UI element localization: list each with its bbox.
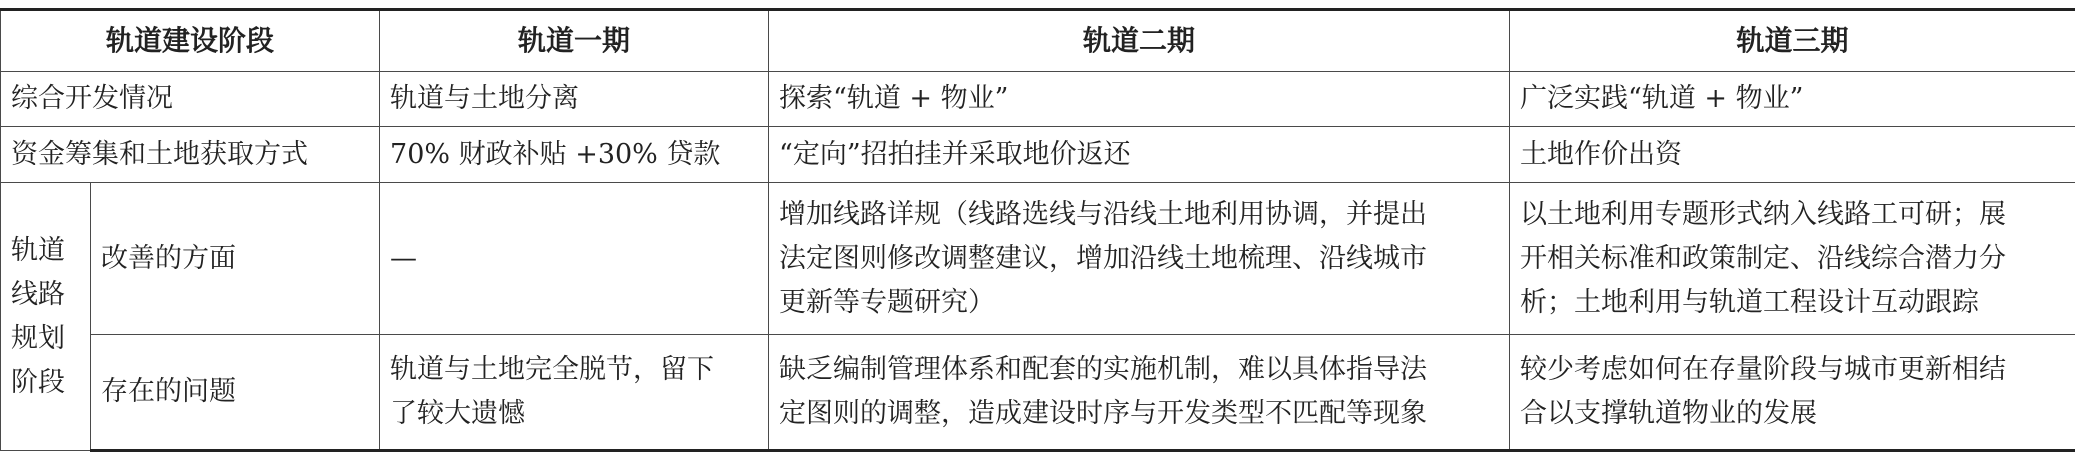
cell-problems-phase-3 [1510, 335, 2075, 451]
row-label-funding: 资金筹集和土地获取方式 [1, 127, 380, 183]
cell-improvements-phase-2 [769, 183, 1510, 335]
cell-line: 开相关标准和政策制定、沿线综合潜力分 [1520, 242, 2007, 274]
cell-funding-phase-3: 土地作价出资 [1510, 127, 2075, 183]
planning-stage-label-line: 阶段 [11, 366, 65, 398]
header-phase-2: 轨道二期 [769, 10, 1510, 72]
header-stage: 轨道建设阶段 [1, 10, 380, 72]
cell-line: 缺乏编制管理体系和配套的实施机制，难以具体指导法 [779, 354, 1428, 385]
header-row [1, 10, 2075, 72]
planning-stage-label-line: 轨道 [11, 234, 65, 266]
cell-line: 析；土地利用与轨道工程设计互动跟踪 [1520, 286, 1980, 318]
cell-line: 合以支撑轨道物业的发展 [1520, 398, 1818, 429]
row-label-development: 综合开发情况 [1, 72, 380, 127]
cell-line: 增加线路详规（线路选线与沿线土地利用协调，并提出 [779, 198, 1428, 230]
cell-funding-phase-1: 70% 财政补贴 +30% 贷款 [380, 127, 769, 183]
header-phase-1: 轨道一期 [380, 10, 769, 72]
planning-stage-label [1, 183, 91, 451]
cell-development-phase-3: 广泛实践“轨道 + 物业” [1510, 72, 2075, 127]
planning-stage-label-line: 规划 [11, 322, 65, 354]
row-label-improvements: 改善的方面 [91, 183, 380, 335]
cell-improvements-phase-1: — [380, 183, 769, 335]
cell-line: 定图则的调整，造成建设时序与开发类型不匹配等现象 [779, 398, 1428, 429]
cell-development-phase-2: 探索“轨道 + 物业” [769, 72, 1510, 127]
table-row [1, 127, 2075, 183]
table-row [1, 183, 2075, 335]
cell-line: 法定图则修改调整建议，增加沿线土地梳理、沿线城市 [779, 242, 1428, 274]
row-label-problems: 存在的问题 [91, 335, 380, 451]
cell-line: 较少考虑如何在存量阶段与城市更新相结 [1520, 354, 2007, 385]
cell-development-phase-1: 轨道与土地分离 [380, 72, 769, 127]
header-phase-3: 轨道三期 [1510, 10, 2075, 72]
table-row [1, 72, 2075, 127]
planning-stage-label-line: 线路 [11, 278, 65, 310]
cell-line: 以土地利用专题形式纳入线路工可研；展 [1520, 198, 2007, 230]
cell-line: 轨道与土地完全脱节，留下 [390, 354, 715, 385]
table-row [1, 335, 2075, 451]
cell-problems-phase-2 [769, 335, 1510, 451]
cell-line: 更新等专题研究） [779, 286, 996, 318]
cell-funding-phase-2: “定向”招拍挂并采取地价返还 [769, 127, 1510, 183]
cell-line: 了较大遗憾 [390, 398, 526, 429]
cell-problems-phase-1 [380, 335, 769, 451]
rail-development-table [0, 8, 2075, 452]
cell-improvements-phase-3 [1510, 183, 2075, 335]
